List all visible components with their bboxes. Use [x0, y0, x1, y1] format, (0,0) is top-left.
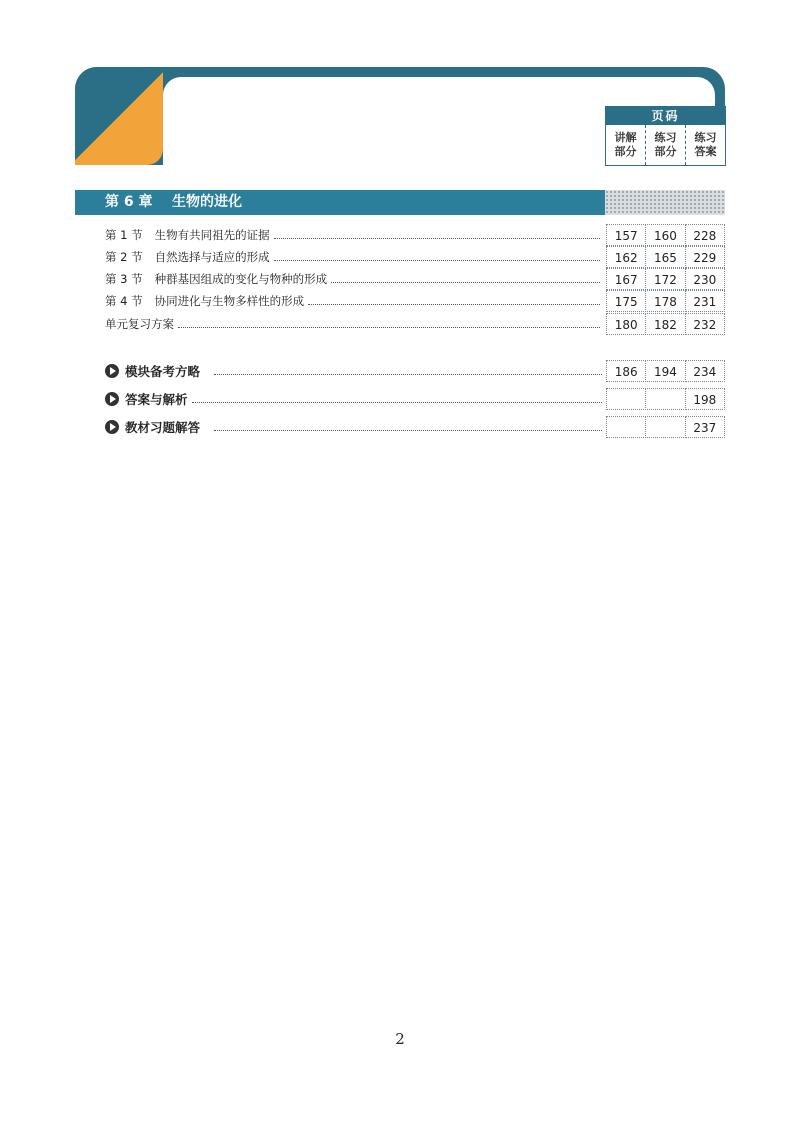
pagecode-col-explain-label: 讲解 部分 — [614, 131, 637, 158]
toc-row-module-textbook-solutions[interactable] — [105, 416, 725, 438]
page-answers: 230 — [685, 268, 725, 290]
page-answers: 234 — [685, 360, 725, 382]
page-practice — [645, 416, 685, 438]
page-practice: 172 — [645, 268, 685, 290]
section-title: 协同进化与生物多样性的形成 — [154, 294, 305, 308]
page-explain — [606, 416, 646, 438]
page-answers: 231 — [685, 290, 725, 312]
page-numbers — [606, 224, 725, 246]
play-circle-icon — [105, 392, 119, 406]
page-explain — [606, 388, 646, 410]
pagecode-col-answers-label: 练习 答案 — [694, 131, 717, 158]
play-circle-icon — [105, 420, 119, 434]
section-title: 种群基因组成的变化与物种的形成 — [154, 272, 328, 286]
toc-row-section-4[interactable] — [105, 290, 725, 312]
toc-row-unit-review[interactable] — [105, 313, 725, 335]
module-title: 答案与解析 — [125, 392, 188, 407]
page-answers: 232 — [685, 313, 725, 335]
page-numbers — [606, 360, 725, 382]
page-numbers — [606, 416, 725, 438]
pagecode-title: 页码 — [606, 107, 725, 125]
dot-leader — [274, 238, 600, 239]
dot-leader — [178, 327, 600, 328]
section-title: 单元复习方案 — [105, 317, 174, 331]
play-circle-icon — [105, 364, 119, 378]
chapter-title: 第 6 章 生物的进化 — [75, 190, 605, 215]
pagecode-col-practice-label: 练习 部分 — [654, 131, 677, 158]
module-title: 模块备考方略 — [125, 364, 201, 379]
page-practice: 194 — [645, 360, 685, 382]
page-practice: 178 — [645, 290, 685, 312]
page-practice: 160 — [645, 224, 685, 246]
page-practice: 165 — [645, 246, 685, 268]
toc-row-section-1[interactable] — [105, 224, 725, 246]
page-numbers — [606, 290, 725, 312]
page-practice — [645, 388, 685, 410]
dot-leader — [274, 260, 600, 261]
section-number: 第 1 节 — [105, 228, 143, 242]
toc-row-section-3[interactable] — [105, 268, 725, 290]
pagecode-col-practice — [646, 125, 686, 165]
page-number: 2 — [395, 1030, 405, 1048]
page-explain: 157 — [606, 224, 646, 246]
toc-row-section-2[interactable] — [105, 246, 725, 268]
page-answers: 198 — [685, 388, 725, 410]
page-answers: 237 — [685, 416, 725, 438]
page-numbers — [606, 313, 725, 335]
section-number: 第 4 节 — [105, 294, 143, 308]
dot-leader — [308, 304, 600, 305]
page-practice: 182 — [645, 313, 685, 335]
page-explain: 167 — [606, 268, 646, 290]
dot-leader — [192, 402, 602, 403]
page-numbers — [606, 388, 725, 410]
page-explain: 180 — [606, 313, 646, 335]
banner-corner — [75, 67, 163, 165]
section-number: 第 3 节 — [105, 272, 143, 286]
page-answers: 229 — [685, 246, 725, 268]
pagecode-col-explain — [606, 125, 646, 165]
dot-leader — [331, 282, 600, 283]
page-explain: 175 — [606, 290, 646, 312]
section-number: 第 2 节 — [105, 250, 143, 264]
dot-leader — [214, 374, 602, 375]
toc-row-module-answers[interactable] — [105, 388, 725, 410]
page-explain: 186 — [606, 360, 646, 382]
page-numbers — [606, 268, 725, 290]
section-title: 生物有共同祖先的证据 — [154, 228, 270, 242]
pagecode-col-answers — [686, 125, 725, 165]
pagecode-legend — [605, 106, 726, 166]
dot-leader — [214, 430, 602, 431]
toc-row-module-exam-strategy[interactable] — [105, 360, 725, 382]
banner-corner-triangle — [75, 67, 163, 165]
chapter-bar — [75, 190, 725, 215]
module-title: 教材习题解答 — [125, 420, 201, 435]
page-explain: 162 — [606, 246, 646, 268]
section-title: 自然选择与适应的形成 — [154, 250, 270, 264]
page-numbers — [606, 246, 725, 268]
page-answers: 228 — [685, 224, 725, 246]
chapter-bar-pattern — [605, 190, 725, 215]
